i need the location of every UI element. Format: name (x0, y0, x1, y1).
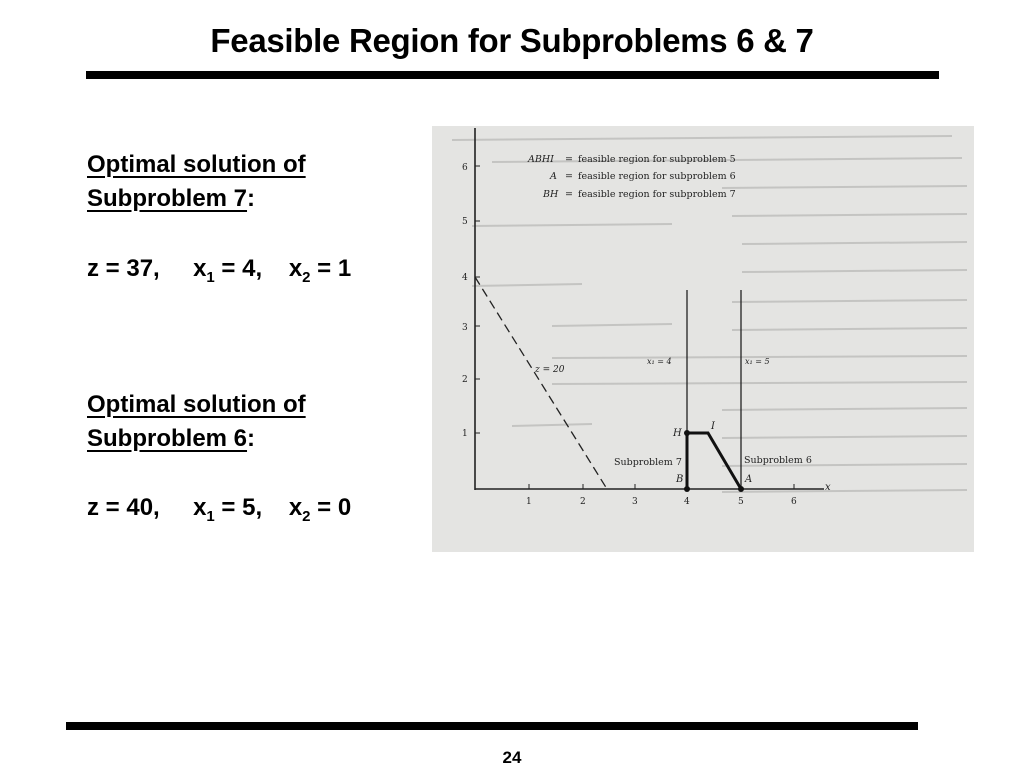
legend-key-a: A (550, 171, 557, 182)
footer-divider (66, 722, 918, 730)
sub7-heading (87, 148, 306, 216)
sub6-solution (87, 494, 351, 525)
slide-title: Feasible Region for Subproblems 6 & 7 (210, 22, 814, 59)
legend-eq-bh: = (565, 189, 573, 200)
point-a (738, 486, 744, 492)
label-b: B (676, 474, 684, 485)
sub6-colon: : (247, 425, 256, 452)
legend-key-bh: BH (543, 189, 559, 200)
sub6-x2-val: = 0 (310, 494, 352, 521)
sub6-x2-var: x (288, 494, 303, 521)
sub6-x2-sub: 2 (302, 507, 311, 525)
sub7-x2-val: = 1 (310, 255, 352, 282)
x-axis-label: x (825, 482, 831, 493)
sub7-z: z = 37, (87, 255, 160, 282)
y-tick-6: 6 (462, 163, 468, 173)
title-divider (86, 71, 939, 79)
subproblem-7-label: Subproblem 7 (614, 457, 682, 468)
sub7-x2-var: x (288, 255, 303, 282)
x-tick-4: 4 (684, 497, 690, 507)
sub7-x1-sub: 1 (206, 268, 215, 286)
sub6-heading (87, 388, 306, 456)
feasible-region-diagram (432, 126, 974, 552)
sub7-x1-val: = 4, (214, 255, 263, 282)
x-tick-2: 2 (580, 497, 586, 507)
subproblem-6-label: Subproblem 6 (744, 455, 812, 466)
sub6-heading-line2: Subproblem 6 (87, 425, 248, 452)
point-b (684, 486, 690, 492)
feasible-region-figure (432, 126, 974, 552)
sub6-x1-sub: 1 (206, 507, 215, 525)
y-tick-3: 3 (462, 323, 468, 333)
sub6-x1-var: x (193, 494, 207, 521)
label-i: I (711, 421, 715, 432)
legend-text-bh: feasible region for subproblem 7 (578, 189, 736, 200)
sub6-z: z = 40, (87, 494, 160, 521)
y-tick-2: 2 (462, 375, 468, 385)
legend-text-abhi: feasible region for subproblem 5 (578, 154, 736, 165)
legend-eq-abhi: = (565, 154, 573, 165)
x-tick-1: 1 (526, 497, 532, 507)
y-tick-5: 5 (462, 217, 468, 227)
y-tick-1: 1 (462, 429, 468, 439)
feasible-region-boundary (687, 433, 741, 489)
x1-eq-5-label: x₁ = 5 (745, 357, 770, 366)
legend-key-abhi: ABHI (528, 154, 554, 165)
point-h (684, 430, 690, 436)
sub7-colon: : (247, 185, 256, 212)
x-tick-5: 5 (738, 497, 744, 507)
sub6-x1-val: = 5, (214, 494, 263, 521)
sub7-x2-sub: 2 (302, 268, 311, 286)
x1-eq-4-label: x₁ = 4 (647, 357, 672, 366)
sub7-heading-line2: Subproblem 7 (87, 185, 248, 212)
sub6-heading-line1: Optimal solution of (87, 391, 306, 418)
page-number: 24 (502, 748, 522, 767)
sub7-solution (87, 255, 351, 286)
sub7-x1-var: x (193, 255, 207, 282)
sub7-heading-line1: Optimal solution of (87, 151, 306, 178)
label-h: H (673, 428, 682, 439)
z20-label: z = 20 (535, 365, 565, 375)
legend-eq-a: = (565, 171, 573, 182)
x-tick-3: 3 (632, 497, 638, 507)
x-tick-6: 6 (791, 497, 797, 507)
legend-text-a: feasible region for subproblem 6 (578, 171, 736, 182)
y-tick-4: 4 (462, 273, 468, 283)
label-a: A (745, 474, 753, 485)
